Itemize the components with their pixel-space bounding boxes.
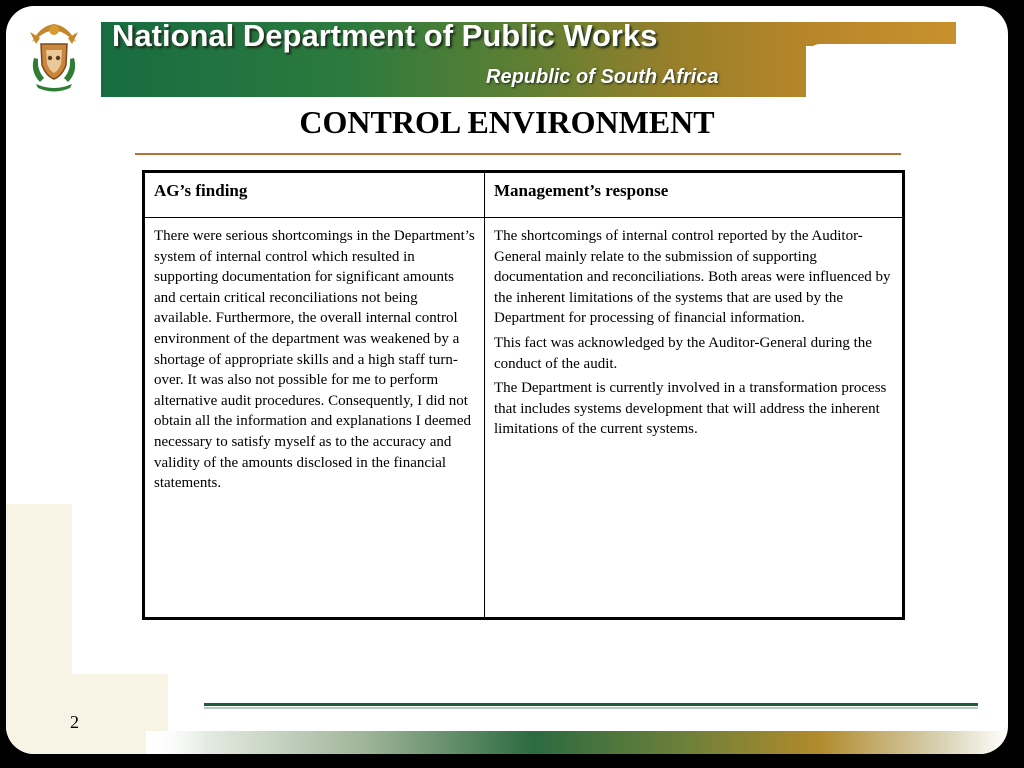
column-header-ag-finding: AG’s finding: [144, 172, 485, 218]
decorative-panel-bottom: [6, 674, 168, 754]
heading-divider: [135, 153, 901, 155]
column-header-management-response: Management’s response: [485, 172, 904, 218]
findings-table: [142, 170, 905, 620]
management-response-cell: [485, 218, 904, 619]
slide: [6, 6, 1008, 754]
table-row: [144, 218, 904, 619]
footer-gradient-bar: [146, 731, 1008, 754]
response-paragraph: The Department is currently involved in a transformation process that includes systems development that will address the inherent limitations of the current systems.: [494, 380, 887, 438]
logo: [10, 10, 98, 98]
footer-line: [204, 703, 978, 706]
response-paragraph: The shortcomings of internal control reported by the Auditor-General mainly relate to the submission of supporting documentation and reconciliations. Both areas were influenced by the inherent limitations of the systems that are used by the Department for processing of financial information.: [494, 228, 891, 327]
table-header-row: [144, 172, 904, 218]
footer-gradient-fade: [146, 731, 206, 754]
footer-line-shadow: [204, 707, 978, 709]
response-paragraph: This fact was acknowledged by the Auditor-General during the conduct of the audit.: [494, 334, 872, 372]
department-title: National Department of Public Works: [112, 18, 658, 53]
header-banner-notch: [806, 44, 1006, 104]
coat-of-arms-icon: [10, 10, 98, 98]
slide-heading: CONTROL ENVIRONMENT: [299, 104, 715, 140]
country-subtitle: Republic of South Africa: [486, 66, 719, 88]
header-banner-extension: [806, 22, 956, 46]
page-number: 2: [70, 712, 79, 732]
ag-finding-cell: There were serious shortcomings in the Department’s system of internal control which resulted in supporting documentation for significant amounts and certain critical reconciliations not being available. Furthermore, the overall internal control environment of the department was weakened by a shortage of appropriate skills and a high staff turn-over. It was also not possible for me to perform alternative audit procedures. Consequently, I did not obtain all the information and explanations I deemed necessary to satisfy myself as to the accuracy and validity of the amounts disclosed in the financial statements.: [144, 218, 485, 619]
